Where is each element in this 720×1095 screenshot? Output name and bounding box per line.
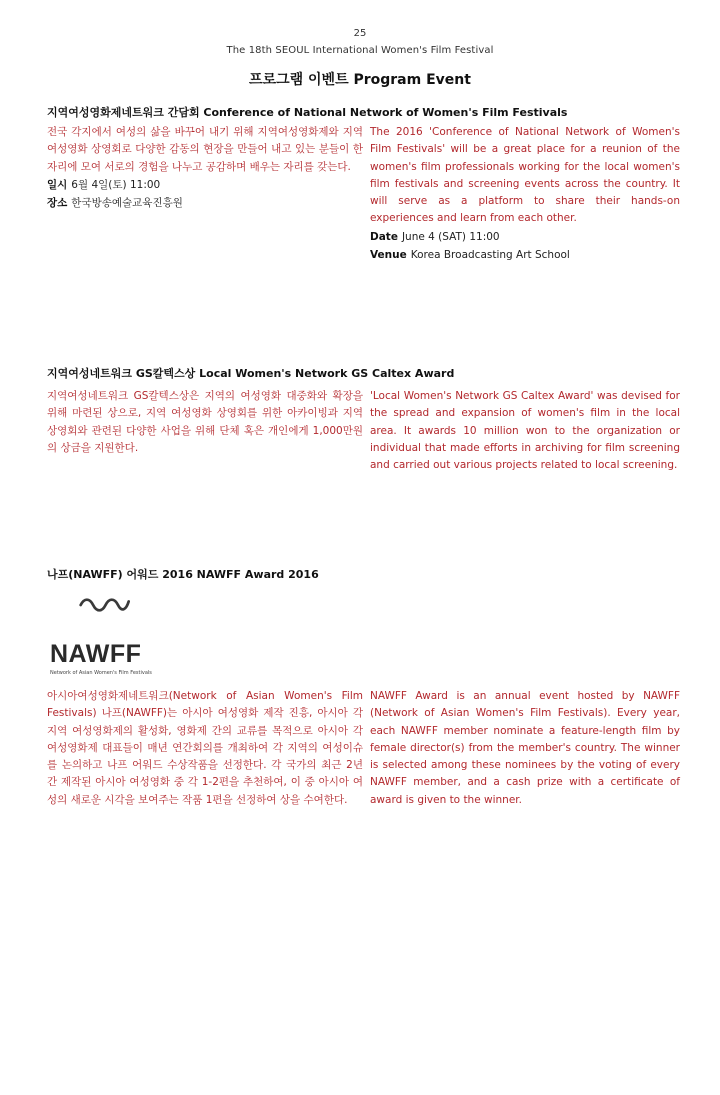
korean-venue-label: 장소 [47,196,68,209]
korean-date-label: 일시 [47,178,68,191]
english-description: The 2016 'Conference of National Network of Women's Film Festivals' will be a great place for a reunion of the women's film professionals working for the local women's film festivals and screening events across the country. It will serve as a platform to share their hands-on experiences and learn from each other. [370,126,680,225]
korean-date-row [47,176,363,194]
section-gs-caltex-english [370,388,680,474]
page-number: 25 [353,28,367,39]
section-conference-korean [47,124,363,212]
english-venue-row [370,246,680,264]
section-conference-english [370,124,680,264]
page-title: 프로그램 이벤트 Program Event [249,72,471,88]
english-date-label: Date [370,230,398,243]
section-gs-caltex-title: 지역여성네트워크 GS칼텍스상 Local Women's Network GS Caltex Award [47,367,455,380]
korean-venue-value: 한국방송예술교육진흥원 [71,196,183,209]
section-nawff-title: 나프(NAWFF) 어워드 2016 NAWFF Award 2016 [47,568,319,581]
section-gs-caltex-korean [47,388,363,457]
korean-date-value: 6월 4일(토) 11:00 [71,178,161,191]
section-nawff-english [370,688,680,809]
english-description: NAWFF Award is an annual event hosted by NAWFF (Network of Asian Women's Film Festivals). Every year, each NAWFF member nominate a feature-length film by female director(s) from the member's country. The winner is selected among these nominees by the voting of every NAWFF member, and a cash prize with a certificate of award is given to the winner. [370,690,680,806]
korean-venue-row [47,194,363,212]
english-date-row [370,228,680,246]
english-venue-value: Korea Broadcasting Art School [410,248,570,261]
english-date-value: June 4 (SAT) 11:00 [401,230,500,243]
section-conference-title: 지역여성영화제네트워크 간담회 Conference of National Network of Women's Film Festivals [47,106,568,119]
english-venue-label: Venue [370,248,407,261]
nawff-logo-text: NAWFF [50,640,142,668]
section-nawff-korean [47,688,363,809]
nawff-logo-subtext: Network of Asian Women's Film Festivals [50,670,152,676]
festival-name: The 18th SEOUL International Women's Film Festival [226,45,494,56]
nawff-wave-logo [47,597,165,637]
korean-description: 아시아여성영화제네트워크(Network of Asian Women's Film Festivals) 나프(NAWFF)는 아시아 여성영화 제작 진흥, 아시아 각 지역 여성영화제의 활성화, 영화제 간의 교류를 목적으로 아시아 각 여성영화제 대표들이 매년 연간회의를 개최하여 각 지역의 여성이슈를 논의하고 나프 어워드 수상작품을 선정한다. 각 국가의 최근 2년 간 제작된 아시아 여성영화 중 각 1-2편을 추천하여, 이 중 아시아 여성의 새로운 시각을 보여주는 작품 1편을 선정하여 상을 수여한다. [47,690,363,806]
korean-description: 전국 각지에서 여성의 삶을 바꾸어 내기 위해 지역여성영화제와 지역 여성영화 상영회로 다양한 감동의 현장을 만들어 내고 있는 분들이 한자리에 모여 서로의 경험을 나누고 공감하며 배우는 자리를 갖는다. [47,126,363,173]
korean-description: 지역여성네트워크 GS칼텍스상은 지역의 여성영화 대중화와 확장을 위해 마련된 상으로, 지역 여성영화 상영회를 위한 아카이빙과 지역 상영회와 관련된 다양한 사업을 위해 단체 혹은 개인에게 1,000만원의 상금을 지원한다. [47,390,363,454]
english-description: 'Local Women's Network GS Caltex Award' was devised for the spread and expansion of women's film in the local area. It awards 10 million won to the organization or individual that made efforts in archiving for film screening and carried out various projects related to local screening. [370,390,680,472]
